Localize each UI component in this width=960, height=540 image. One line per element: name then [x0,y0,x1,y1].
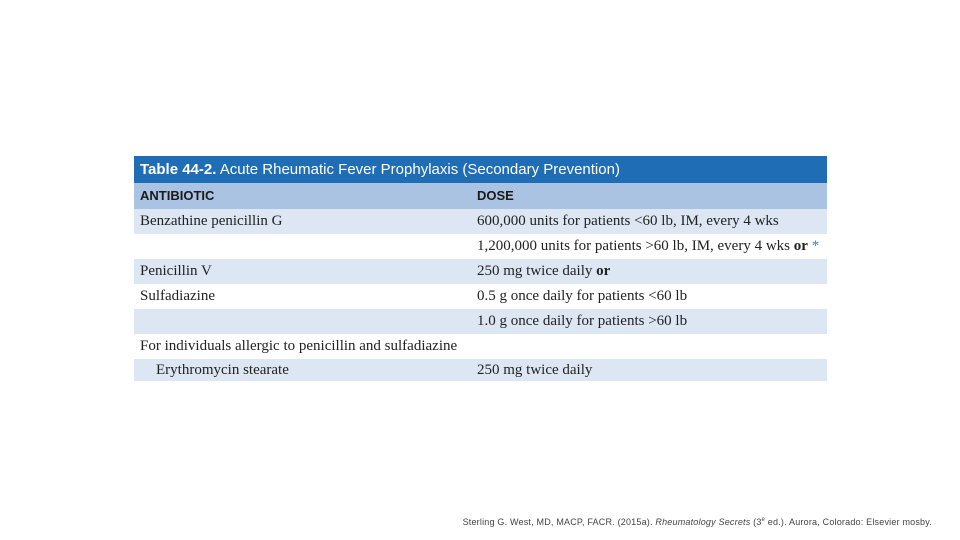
dose-or: or [793,238,808,254]
table-row [134,234,827,259]
antibiotic-cell [134,234,477,259]
antibiotic-cell: Benzathine penicillin G [140,213,283,229]
prophylaxis-table [134,156,827,381]
table-row [134,259,827,284]
citation-edition-num: (3 [753,517,762,527]
footnote-marker: * [811,238,820,254]
dose-or: or [596,263,611,279]
dose-text: 250 mg twice daily [477,263,593,279]
dose-cell [477,234,827,259]
table-title [134,156,827,183]
table-row [134,309,827,334]
dose-cell: 0.5 g once daily for patients <60 lb [477,288,688,304]
table-title-text: Acute Rheumatic Fever Prophylaxis (Secondary Prevention) [219,161,620,178]
table-row [134,359,827,381]
citation-edition-sup: e [761,517,766,523]
citation-edition-rest: ed.). Aurora, Colorado: Elsevier mosby. [767,517,932,527]
antibiotic-cell: Erythromycin stearate [156,362,289,378]
dose-cell: 1.0 g once daily for patients >60 lb [477,313,688,329]
antibiotic-cell: Sulfadiazine [140,288,215,304]
table-row [134,284,827,309]
dose-cell: 250 mg twice daily [477,362,593,378]
antibiotic-cell [134,309,477,334]
citation-book: Rheumatology Secrets [655,517,751,527]
table-row [134,334,827,359]
citation-author: Sterling G. West, MD, MACP, FACR. (2015a). [462,517,653,527]
antibiotic-cell: Penicillin V [140,263,212,279]
header-dose: DOSE [477,188,514,203]
table-row [134,209,827,234]
allergy-note-cell: For individuals allergic to penicillin and sulfadiazine [140,338,458,354]
table-header-row [134,183,827,209]
dose-text: 1,200,000 units for patients >60 lb, IM, every 4 wks [477,238,791,254]
header-antibiotic: ANTIBIOTIC [140,188,215,203]
citation [463,517,932,527]
dose-cell [477,259,827,284]
table-title-number: Table 44-2. [140,161,217,178]
dose-cell: 600,000 units for patients <60 lb, IM, every 4 wks [477,213,779,229]
